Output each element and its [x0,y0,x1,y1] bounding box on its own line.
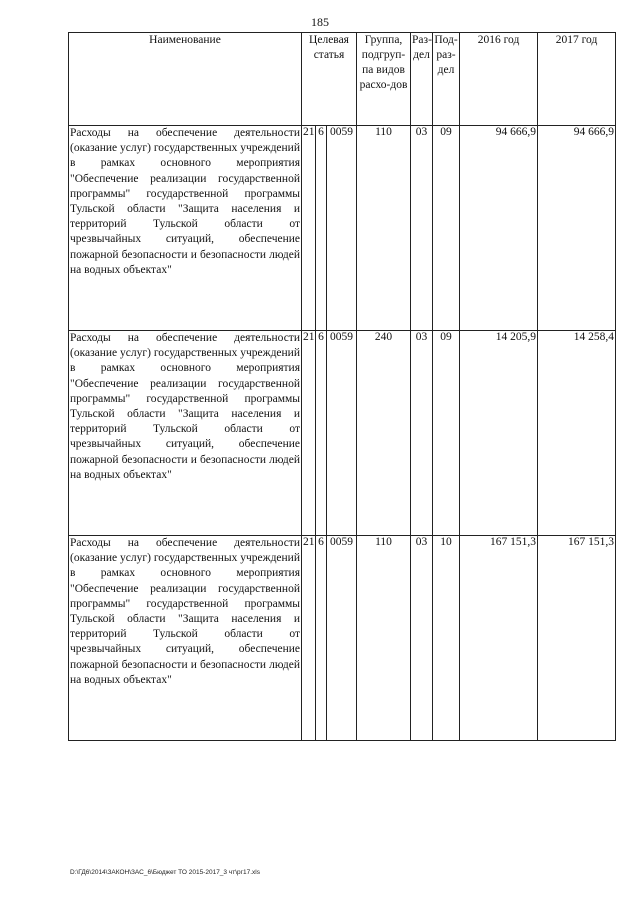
amount-2017: 94 666,9 [538,126,616,331]
amount-2016: 14 205,9 [460,331,538,536]
section-cell: 03 [411,536,433,741]
expense-group-cell: 240 [357,331,411,536]
amount-2016: 167 151,3 [460,536,538,741]
amount-2017: 14 258,4 [538,331,616,536]
subsection-cell: 09 [433,126,460,331]
header-year-2016: 2016 год [460,33,538,126]
target-article-part-2: 6 [316,126,327,331]
header-year-2017: 2017 год [538,33,616,126]
header-row [69,33,616,126]
table-row [69,331,616,536]
amount-2017: 167 151,3 [538,536,616,741]
header-expense-group: Группа, подгруп-па видов расхо-дов [357,33,411,126]
table-row [69,536,616,741]
target-article-part-1: 21 [302,536,316,741]
target-article-part-1: 21 [302,126,316,331]
row-name: Расходы на обеспечение деятельности (оказание услуг) государственных учреждений в рамках основного мероприятия "Обеспечение реализации государственной программы" государственной программы Тульской области "Защита населения и территорий Тульской области от чрезвычайных ситуаций, обеспечение пожарной безопасности и безопасности людей на водных объектах" [69,331,302,536]
subsection-cell: 09 [433,331,460,536]
target-article-part-3: 0059 [327,126,357,331]
expense-group-cell: 110 [357,126,411,331]
table-row [69,126,616,331]
file-path-footer: D:\ГД6\2014\ЗАКОН\ЗАС_6\Бюджет ТО 2015-2017_3 чт\рг17.xls [70,869,260,876]
subsection-cell: 10 [433,536,460,741]
section-cell: 03 [411,126,433,331]
budget-table [68,32,616,741]
header-section: Раз-дел [411,33,433,126]
target-article-part-3: 0059 [327,536,357,741]
header-target-article: Целевая статья [302,33,357,126]
page-number: 185 [311,15,329,29]
amount-2016: 94 666,9 [460,126,538,331]
target-article-part-2: 6 [316,331,327,536]
target-article-part-2: 6 [316,536,327,741]
target-article-part-1: 21 [302,331,316,536]
row-name: Расходы на обеспечение деятельности (оказание услуг) государственных учреждений в рамках основного мероприятия "Обеспечение реализации государственной программы" государственной программы Тульской области "Защита населения и территорий Тульской области от чрезвычайных ситуаций, обеспечение пожарной безопасности и безопасности людей на водных объектах" [69,536,302,741]
expense-group-cell: 110 [357,536,411,741]
target-article-part-3: 0059 [327,331,357,536]
header-name: Наименование [69,33,302,126]
section-cell: 03 [411,331,433,536]
row-name: Расходы на обеспечение деятельности (оказание услуг) государственных учреждений в рамках основного мероприятия "Обеспечение реализации государственной программы" государственной программы Тульской области "Защита населения и территорий Тульской области от чрезвычайных ситуаций, обеспечение пожарной безопасности и безопасности людей на водных объектах" [69,126,302,331]
header-subsection: Под-раз-дел [433,33,460,126]
